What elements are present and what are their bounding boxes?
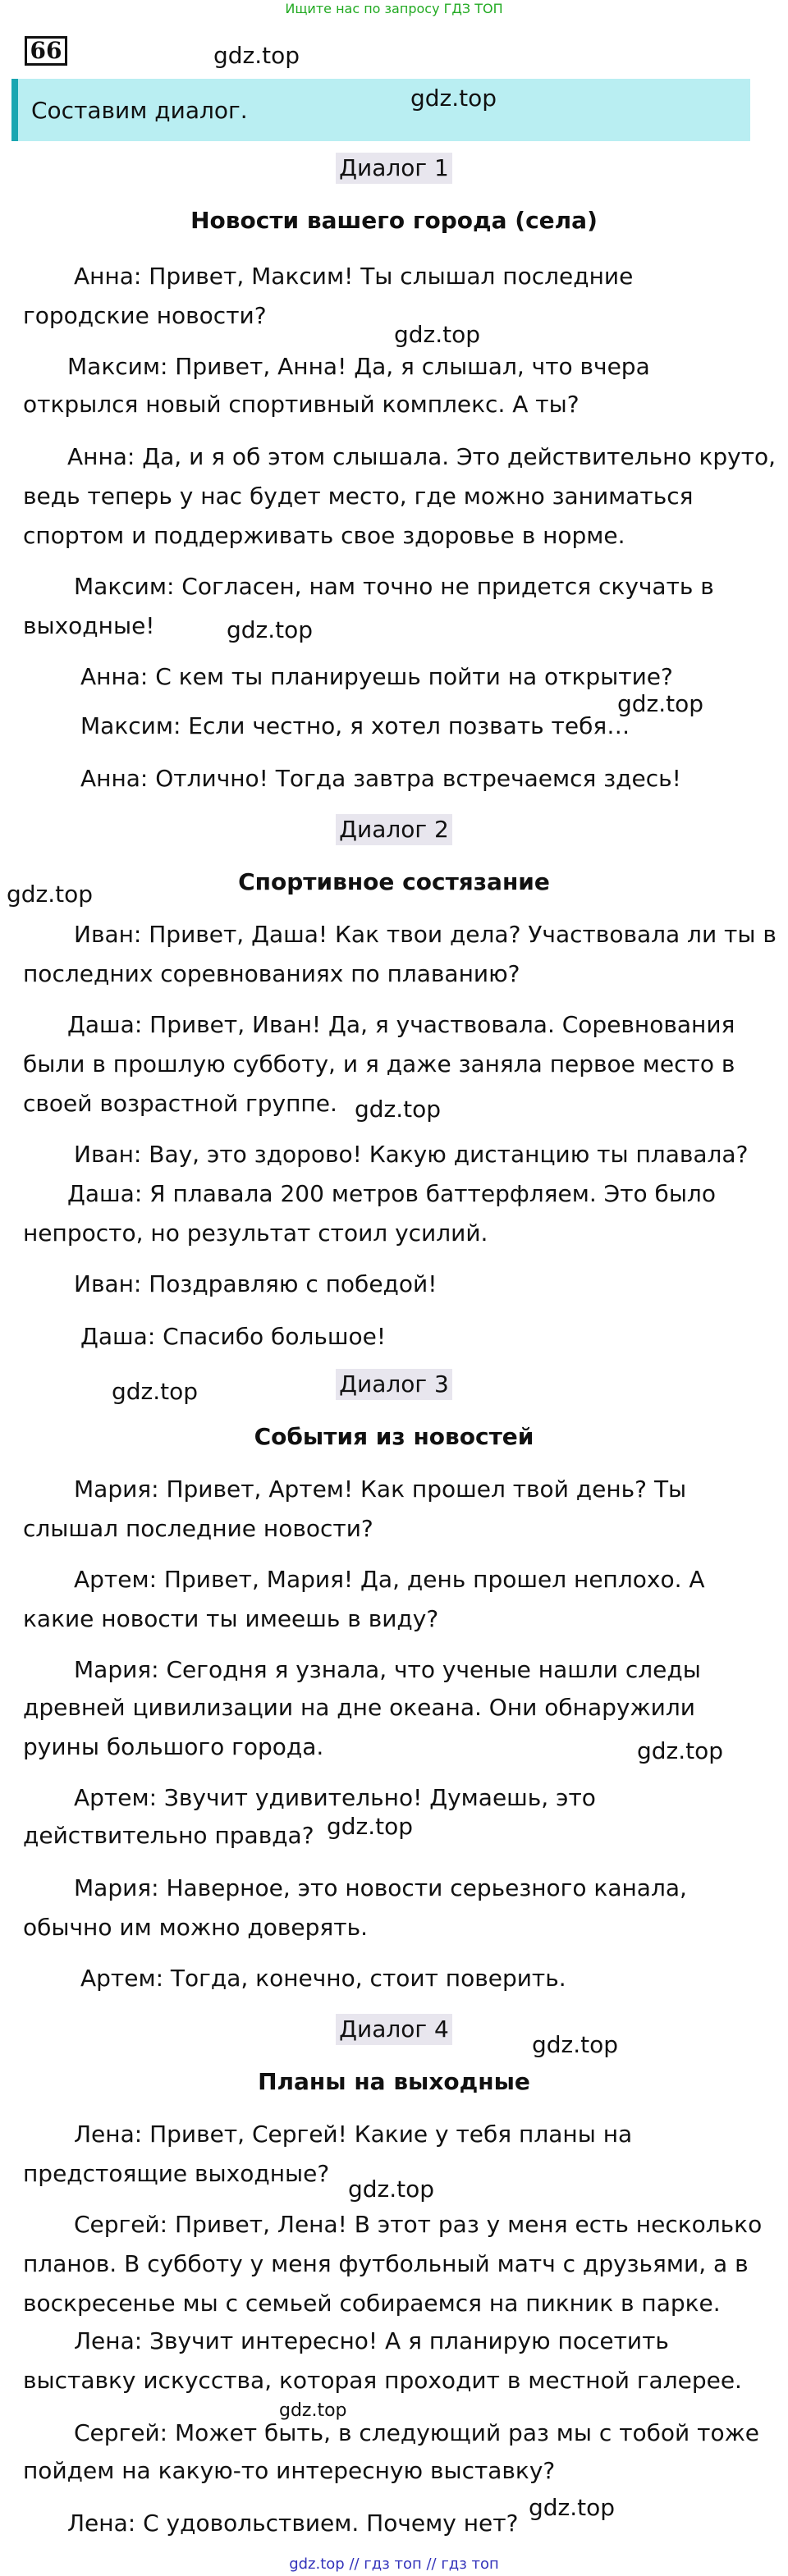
dialog-4-line: Лена: Звучит интересно! А я планирую посетить: [74, 2327, 669, 2354]
dialog-2-line: Иван: Поздравляю с победой!: [74, 1270, 438, 1297]
dialog-1-line: выходные!: [23, 612, 155, 639]
dialog-3-line: руины большого города.: [23, 1733, 324, 1760]
dialog-4-line: Лена: Привет, Сергей! Какие у тебя планы на: [74, 2121, 633, 2148]
dialog-4-title: Планы на выходные: [258, 2068, 530, 2095]
watermark: gdz.top: [617, 690, 704, 717]
dialog-2-line: последних соревнованиях по плаванию?: [23, 960, 520, 987]
top-banner: Ищите нас по запросу ГДЗ ТОП: [285, 1, 503, 16]
dialog-3-line: Артем: Тогда, конечно, стоит поверить.: [80, 1965, 566, 1992]
dialog-2-title: Спортивное состязание: [238, 868, 550, 895]
watermark: gdz.top: [410, 85, 497, 112]
dialog-1-line: спортом и поддерживать свое здоровье в норме.: [23, 522, 625, 549]
task-text: Составим диалог.: [31, 97, 248, 124]
dialog-4-line: Лена: С удовольствием. Почему нет?: [67, 2510, 519, 2537]
dialog-2-line: Даша: Спасибо большое!: [80, 1323, 387, 1350]
dialog-1-title: Новости вашего города (села): [190, 207, 598, 234]
footer: gdz.top // гдз топ // гдз топ: [289, 2555, 499, 2573]
dialog-2-heading: Диалог 2: [0, 814, 788, 845]
dialog-3-line: древней цивилизации на дне океана. Они обнаружили: [23, 1694, 695, 1721]
dialog-2-line: Иван: Привет, Даша! Как твои дела? Участвовала ли ты в: [74, 921, 777, 948]
dialog-2-line: непросто, но результат стоил усилий.: [23, 1219, 488, 1247]
dialog-1-line: Анна: Отлично! Тогда завтра встречаемся здесь!: [80, 765, 681, 792]
dialog-1-line: Максим: Если честно, я хотел позвать тебя…: [80, 712, 630, 739]
dialog-3-line: какие новости ты имеешь в виду?: [23, 1605, 439, 1632]
dialog-3-line: Мария: Наверное, это новости серьезного канала,: [74, 1874, 687, 1901]
dialog-3-line: Мария: Привет, Артем! Как прошел твой день? Ты: [74, 1476, 687, 1503]
dialog-3-line: Мария: Сегодня я узнала, что ученые нашли следы: [74, 1656, 701, 1683]
dialog-1-line: Анна: Привет, Максим! Ты слышал последние: [74, 263, 634, 290]
dialog-1-line: Анна: С кем ты планируешь пойти на открытие?: [80, 663, 673, 690]
dialog-3-line: Артем: Привет, Мария! Да, день прошел неплохо. А: [74, 1566, 705, 1593]
dialog-3-line: обычно им можно доверять.: [23, 1914, 368, 1941]
watermark: gdz.top: [394, 321, 481, 348]
task-number: 66: [25, 36, 67, 66]
dialog-1-line: Анна: Да, и я об этом слышала. Это действительно круто,: [67, 443, 777, 470]
watermark: gdz.top: [355, 1096, 442, 1123]
dialog-2-line: своей возрастной группе.: [23, 1090, 337, 1117]
dialog-2-line: Даша: Привет, Иван! Да, я участвовала. Соревнования: [67, 1011, 735, 1038]
dialog-4-line: планов. В субботу у меня футбольный матч с друзьями, а в: [23, 2250, 749, 2277]
dialog-4-line: Сергей: Может быть, в следующий раз мы с тобой тоже: [74, 2419, 760, 2446]
dialog-3-title: События из новостей: [254, 1423, 534, 1450]
watermark: gdz.top: [7, 881, 94, 908]
task-box: [11, 79, 750, 141]
dialog-3-line: Артем: Звучит удивительно! Думаешь, это: [74, 1784, 596, 1811]
dialog-4-line: предстоящие выходные?: [23, 2160, 330, 2187]
watermark: gdz.top: [279, 2400, 347, 2421]
dialog-2-line: Иван: Вау, это здорово! Какую дистанцию ты плавала?: [74, 1141, 749, 1168]
watermark: gdz.top: [112, 1378, 199, 1405]
dialog-3-line: действительно правда?: [23, 1822, 314, 1849]
dialog-3-line: слышал последние новости?: [23, 1515, 373, 1542]
watermark: gdz.top: [227, 616, 314, 643]
dialog-4-line: Сергей: Привет, Лена! В этот раз у меня есть несколько: [74, 2211, 763, 2238]
dialog-4-heading: Диалог 4: [0, 2014, 788, 2045]
watermark: gdz.top: [532, 2031, 619, 2058]
dialog-4-line: пойдем на какую-то интересную выставку?: [23, 2457, 556, 2484]
dialog-1-line: Максим: Привет, Анна! Да, я слышал, что вчера: [67, 353, 650, 380]
dialog-1-line: городские новости?: [23, 302, 267, 329]
dialog-4-line: воскресенье мы с семьей собираемся на пикник в парке.: [23, 2290, 721, 2317]
watermark: gdz.top: [213, 42, 300, 69]
dialog-3-heading: Диалог 3: [0, 1369, 788, 1400]
dialog-2-line: Даша: Я плавала 200 метров баттерфляем. Это было: [67, 1180, 716, 1207]
dialog-1-heading: Диалог 1: [0, 153, 788, 184]
watermark: gdz.top: [348, 2176, 435, 2203]
dialog-1-line: открылся новый спортивный комплекс. А ты?: [23, 391, 580, 418]
dialog-1-line: Максим: Согласен, нам точно не придется скучать в: [74, 573, 714, 600]
watermark: gdz.top: [637, 1737, 724, 1764]
watermark: gdz.top: [327, 1813, 414, 1840]
watermark: gdz.top: [529, 2494, 616, 2521]
dialog-1-line: ведь теперь у нас будет место, где можно заниматься: [23, 483, 694, 510]
dialog-4-line: выставку искусства, которая проходит в местной галерее.: [23, 2367, 742, 2394]
dialog-2-line: были в прошлую субботу, и я даже заняла первое место в: [23, 1050, 735, 1078]
